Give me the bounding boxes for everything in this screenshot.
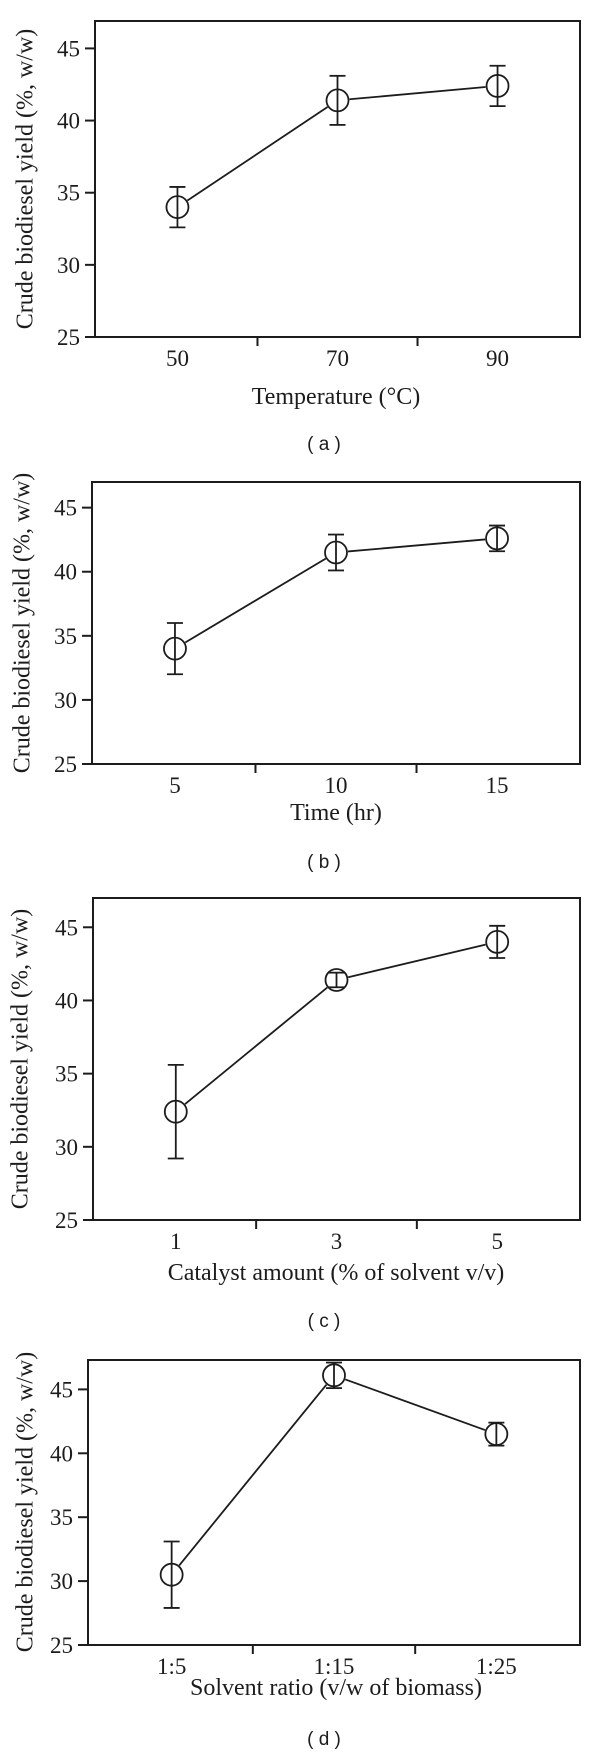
y-tick-label: 25 <box>55 1208 78 1233</box>
y-tick-label: 25 <box>54 752 77 777</box>
series-line <box>348 945 485 978</box>
panel-a-caption: ( a ) <box>307 434 341 455</box>
y-tick-label: 25 <box>50 1633 73 1658</box>
y-tick-label: 40 <box>54 559 77 585</box>
panel-c-caption: ( c ) <box>307 1311 341 1332</box>
x-tick-label: 15 <box>485 773 509 798</box>
plot-border <box>92 482 580 764</box>
y-tick-label: 45 <box>57 36 80 62</box>
x-tick-label: 1 <box>170 1229 182 1254</box>
x-tick-label: 5 <box>491 1229 503 1254</box>
x-tick-label: 10 <box>324 773 348 798</box>
series-line <box>345 1379 485 1430</box>
panel-d-y-axis-label: Crude biodiesel yield (%, w/w) <box>12 1351 39 1653</box>
y-tick-label: 45 <box>50 1377 73 1403</box>
y-tick-label: 40 <box>50 1441 73 1467</box>
y-tick-label: 35 <box>54 623 77 649</box>
panel-b-caption: ( b ) <box>307 852 341 873</box>
series-line <box>185 559 325 643</box>
y-tick-label: 35 <box>57 180 80 206</box>
y-tick-label: 30 <box>55 1134 78 1160</box>
x-tick-label: 1:5 <box>156 1654 187 1679</box>
x-tick-label: 70 <box>326 346 349 371</box>
x-tick-label: 3 <box>330 1229 343 1254</box>
y-tick-label: 45 <box>54 495 77 521</box>
panel-b-x-axis-label: Time (hr) <box>290 800 382 826</box>
series-line <box>179 1385 326 1566</box>
y-tick-label: 30 <box>54 687 77 713</box>
y-tick-label: 25 <box>57 325 80 350</box>
y-tick-label: 40 <box>57 108 80 134</box>
panel-d-x-axis-label: Solvent ratio (v/w of biomass) <box>190 1675 482 1701</box>
y-tick-label: 40 <box>55 988 78 1014</box>
y-tick-label: 30 <box>50 1569 73 1595</box>
panel-b-y-axis-label: Crude biodiesel yield (%, w/w) <box>9 472 36 774</box>
y-tick-label: 45 <box>55 915 78 941</box>
panel-b-plot <box>54 482 580 798</box>
plot-border <box>95 21 580 337</box>
y-tick-label: 30 <box>57 252 80 278</box>
x-tick-label: 1:15 <box>313 1654 355 1679</box>
panel-c-x-axis-label: Catalyst amount (% of solvent v/v) <box>167 1260 505 1286</box>
y-tick-label: 35 <box>50 1505 73 1531</box>
x-tick-label: 50 <box>165 346 189 371</box>
x-tick-label: 90 <box>486 346 510 371</box>
panel-d-plot <box>50 1360 580 1679</box>
panel-a-x-axis-label: Temperature (°C) <box>251 384 421 410</box>
series-line <box>187 107 327 200</box>
panel-c-y-axis-label: Crude biodiesel yield (%, w/w) <box>7 908 34 1210</box>
series-line <box>185 988 327 1105</box>
plot-border <box>88 1360 580 1645</box>
series-line <box>349 87 485 99</box>
panel-a-plot <box>57 21 580 371</box>
panel-c-plot <box>55 898 580 1254</box>
x-tick-label: 1:25 <box>475 1654 517 1679</box>
x-tick-label: 5 <box>169 773 181 798</box>
panel-d-caption: ( d ) <box>307 1729 341 1750</box>
series-line <box>348 539 485 551</box>
y-tick-label: 35 <box>55 1061 78 1087</box>
panel-a-y-axis-label: Crude biodiesel yield (%, w/w) <box>12 28 39 330</box>
